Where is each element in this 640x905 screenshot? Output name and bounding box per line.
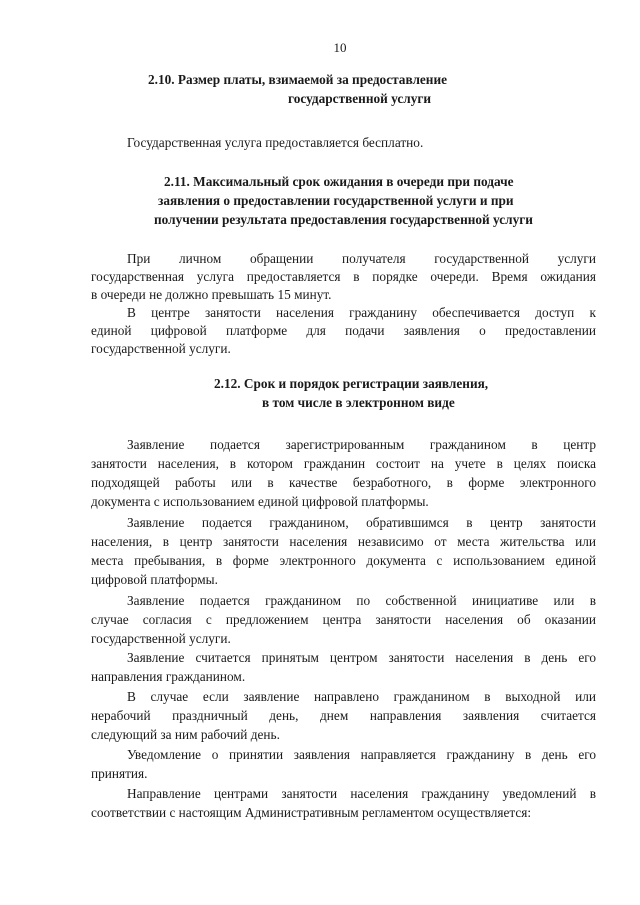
section-2-12-p2-line2: населения, в центр занятости населения независимо от места жительства или [91, 534, 596, 549]
section-2-11-title-line2: заявления о предоставлении государственной услуги и при [158, 193, 514, 208]
section-2-11-p1-line3: в очереди не должно превышать 15 минут. [91, 287, 332, 302]
section-2-11-p2-line2: единой цифровой платформе для подачи заявления о предоставлении [91, 323, 596, 338]
page-number: 10 [333, 40, 347, 55]
section-2-11-p2-line3: государственной услуги. [91, 341, 231, 356]
section-2-12-p3-line2: случае согласия с предложением центра занятости населения об оказании [91, 612, 596, 627]
section-2-12-title-line2: в том числе в электронном виде [262, 395, 455, 410]
section-2-12-p2-line3: места пребывания, в форме электронного документа с использованием единой [91, 553, 596, 568]
section-2-12-p5-line1: В случае если заявление направлено гражданином в выходной или [127, 689, 596, 704]
section-2-12-p2-line1: Заявление подается гражданином, обратившимся в центр занятости [127, 515, 596, 530]
section-2-12-p7-line1: Направление центрами занятости населения гражданину уведомлений в [127, 786, 596, 801]
section-2-12-p6-line2: принятия. [91, 766, 148, 781]
section-2-12-p1-line1: Заявление подается зарегистрированным гражданином в центр [127, 437, 596, 452]
section-2-11-p1-line1: При личном обращении получателя государственной услуги [127, 251, 596, 266]
section-2-12-p7-line2: соответствии с настоящим Административным регламентом осуществляется: [91, 805, 532, 820]
section-2-12-p4-line2: направления гражданином. [91, 669, 246, 684]
section-2-12-p1-line2: занятости населения, в котором гражданин состоит на учете в целях поиска [91, 456, 596, 471]
section-2-12-p2-line4: цифровой платформы. [91, 572, 218, 587]
section-2-12-p1-line4: документа с использованием единой цифровой платформы. [91, 494, 429, 509]
section-2-10-title-line2: государственной услуги [288, 91, 432, 106]
section-2-12-p1-line3: подходящей работы или в качестве безработного, в форме электронного [91, 475, 596, 490]
section-2-12-p5-line2: нерабочий праздничный день, днем направления заявления считается [91, 708, 596, 723]
section-2-11-title-line3: получении результата предоставления государственной услуги [154, 212, 533, 227]
section-2-10-title-line1: 2.10. Размер платы, взимаемой за предоставление [148, 72, 448, 87]
section-2-12-p4-line1: Заявление считается принятым центром занятости населения в день его [127, 650, 596, 665]
section-2-12-title-line1: 2.12. Срок и порядок регистрации заявления, [214, 376, 489, 391]
section-2-12-p5-line3: следующий за ним рабочий день. [91, 727, 280, 742]
section-2-12-p6-line1: Уведомление о принятии заявления направляется гражданину в день его [127, 747, 596, 762]
section-2-11-title-line1: 2.11. Максимальный срок ожидания в очереди при подаче [164, 174, 514, 189]
section-2-11-p1-line2: государственная услуга предоставляется в порядке очереди. Время ожидания [91, 269, 596, 284]
section-2-12-p3-line1: Заявление подается гражданином по собственной инициативе или в [127, 593, 596, 608]
section-2-12-p3-line3: государственной услуги. [91, 631, 231, 646]
section-2-11-p2-line1: В центре занятости населения гражданину обеспечивается доступ к [127, 305, 596, 320]
section-2-10-paragraph: Государственная услуга предоставляется бесплатно. [127, 135, 424, 150]
